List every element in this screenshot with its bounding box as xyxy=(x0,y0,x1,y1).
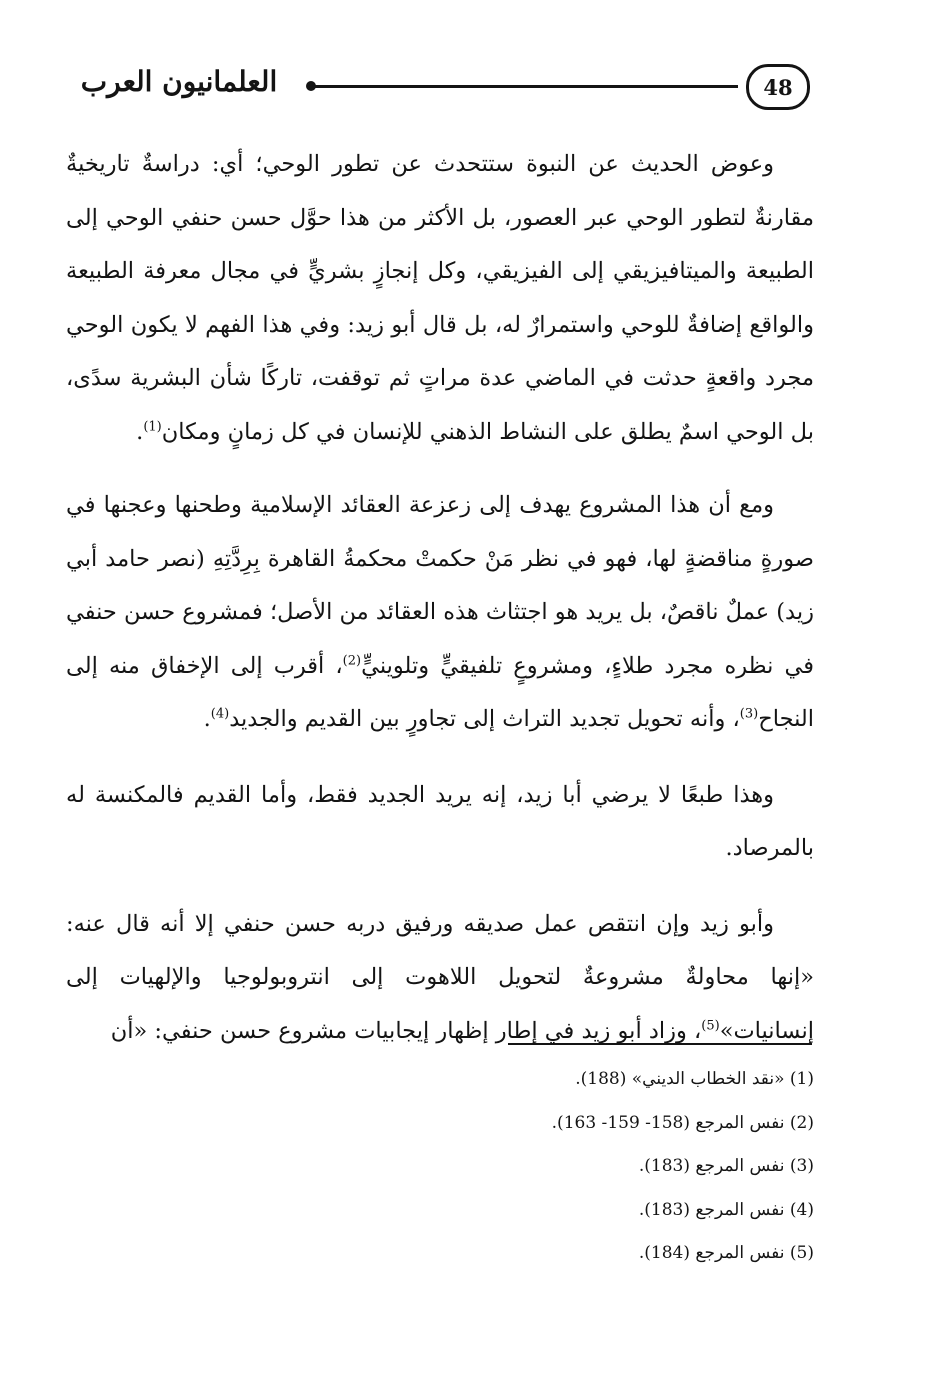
paragraph-2-text-2: ، أقرب إلى الإخفاق منه إلى النجاح xyxy=(66,652,814,732)
footnote-separator xyxy=(508,1043,812,1045)
footnote-ref-3: (3) xyxy=(739,706,759,722)
page-header xyxy=(60,58,820,114)
footnote-2: (2) نفس المرجع (158- 159- 163). xyxy=(551,1112,814,1133)
paragraph-4-text: وأبو زيد وإن انتقص عمل صديقه ورفيق دربه حسن حنفي إلا أنه قال عنه: «إنها محاولةٌ مشروعةٌ لتحويل اللاهوت إلى انتروبولوجيا والإلهيات إلى إنسانيات» xyxy=(66,910,814,1044)
paragraph-2 xyxy=(66,479,814,747)
paragraph-4-text-2: ، وزاد أبو زيد في إطار إظهار إيجابيات مشروع حسن حنفي: «أن xyxy=(110,1017,702,1044)
header-rule xyxy=(308,85,738,88)
paragraph-1-tail: . xyxy=(136,418,144,445)
paragraph-3-text: وهذا طبعًا لا يرضي أبا زيد، إنه يريد الجديد فقط، وأما القديم فالمكنسة له بالمرصاد. xyxy=(66,781,814,861)
footnotes xyxy=(200,1058,814,1276)
footnote-4: (4) نفس المرجع (183). xyxy=(638,1199,814,1220)
book-title: العلمانيون العرب xyxy=(80,65,278,98)
footnote-1: (1) «نقد الخطاب الديني» (188). xyxy=(575,1069,814,1089)
footnote-ref-1: (1) xyxy=(143,419,162,434)
paragraph-3 xyxy=(66,769,814,876)
body-text xyxy=(66,138,814,1076)
page-number: 48 xyxy=(746,64,810,110)
paragraph-1 xyxy=(66,138,814,459)
paragraph-4 xyxy=(66,898,814,1059)
footnote-ref-2: (2) xyxy=(342,653,362,668)
paragraph-2-text: ومع أن هذا المشروع يهدف إلى زعزعة العقائد الإسلامية وطحنها وعجنها في صورةٍ مناقضةٍ لها، فهو في نظر مَنْ حكمتْ محكمةُ القاهرة بِرِدَّتِهِ (نصر حامد أبي زيد) عملٌ ناقصٌ، بل يريد هو اجتثاث هذه العقائد من الأصل؛ فمشروع حسن حنفي في نظره مجرد طلاءٍ، ومشروعٍ تلفيقيٍّ وتلوينيٍّ xyxy=(66,492,814,679)
paragraph-2-text-3: ، وأنه تحويل تجديد التراث إلى تجاورٍ بين القديم والجديد xyxy=(229,706,740,732)
paragraph-2-tail: . xyxy=(203,706,211,732)
paragraph-1-text: وعوض الحديث عن النبوة ستتحدث عن تطور الوحي؛ أي: دراسةٌ تاريخيةٌ مقارنةٌ لتطور الوحي عبر العصور، بل الأكثر من هذا حوَّل حسن حنفي الوحي إلى الطبيعة والميتافيزيقي إلى الفيزيقي، وكل إنجازٍ بشريٍّ في مجال معرفة الطبيعة والواقع إضافةٌ للوحي واستمرارٌ له، بل قال أبو زيد: وفي هذا الفهم لا يكون الوحي مجرد واقعةٍ حدثت في الماضي عدة مراتٍ ثم توقفت، تاركًا شأن البشرية سدًى، بل الوحي اسمٌ يطلق على النشاط الذهني للإنسان في كل زمانٍ ومكان xyxy=(66,151,814,445)
footnote-3: (3) نفس المرجع (183). xyxy=(638,1156,814,1176)
footnote-ref-5: (5) xyxy=(701,1018,720,1033)
footnote-5: (5) نفس المرجع (184). xyxy=(638,1243,814,1263)
footnote-ref-4: (4) xyxy=(210,706,230,722)
